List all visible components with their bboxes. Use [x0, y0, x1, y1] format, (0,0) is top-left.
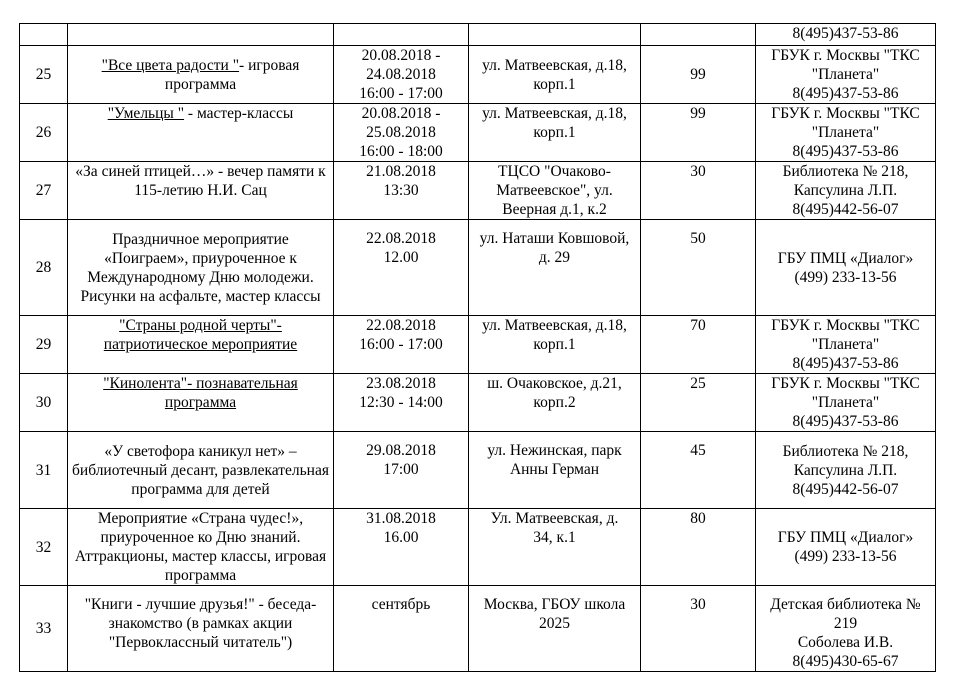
- event-place: [469, 24, 641, 46]
- event-organizer-line: ГБУК г. Москвы "ТКС: [771, 47, 920, 64]
- event-title: [68, 220, 334, 316]
- event-organizer: [756, 162, 936, 220]
- row-number: 30: [20, 374, 68, 432]
- event-organizer-line: Библиотека № 218,: [782, 442, 909, 460]
- event-organizer-line: 8(495)437-53-86: [792, 355, 899, 372]
- event-title: [68, 586, 334, 672]
- event-organizer-line: 8(495)437-53-86: [792, 413, 899, 430]
- event-organizer-line: ГБУК г. Москвы "ТКС: [771, 105, 920, 122]
- event-organizer: [756, 586, 936, 672]
- event-organizer: [756, 509, 936, 586]
- event-title: [68, 509, 334, 586]
- event-organizer-line: 8(495)437-53-86: [792, 85, 899, 102]
- table-row: [20, 104, 936, 162]
- event-date-line: 29.08.2018: [366, 442, 436, 459]
- event-organizer-line: Капсулина Л.П.: [793, 182, 898, 199]
- event-title: [68, 24, 334, 46]
- event-organizer-line: "Планета": [811, 336, 880, 353]
- table-row: [20, 316, 936, 374]
- event-place: [469, 104, 641, 162]
- event-date-line: 31.08.2018: [366, 510, 436, 527]
- event-organizer: [756, 432, 936, 509]
- event-organizer-line: "Планета": [811, 66, 880, 83]
- event-place: [469, 509, 641, 586]
- table-row: [20, 162, 936, 220]
- event-organizer-line: ГБУК г. Москвы "ТКС: [771, 375, 920, 392]
- event-organizer-line: "Планета": [811, 124, 880, 141]
- event-title-text: - мастер-классы: [184, 105, 294, 122]
- event-place: [469, 316, 641, 374]
- event-attendance: 99: [641, 46, 756, 104]
- event-place: [469, 432, 641, 509]
- event-date-line: 12.00: [383, 249, 419, 266]
- event-date-line: 25.08.2018: [366, 124, 436, 141]
- event-place: [469, 162, 641, 220]
- event-organizer-line: Библиотека № 218,: [782, 163, 909, 180]
- event-title-underlined: "Кинолента"- познавательная программа: [103, 375, 298, 411]
- event-place-line: ул. Матвеевская, д.18,: [482, 317, 627, 334]
- event-place-line: Москва, ГБОУ школа: [483, 596, 626, 613]
- event-date-line: 16.00: [383, 529, 419, 546]
- event-date: [334, 586, 469, 672]
- event-organizer-line: (499) 233-13-56: [794, 548, 897, 565]
- event-organizer: [756, 104, 936, 162]
- row-number: 29: [20, 316, 68, 374]
- event-place-line: ул. Матвеевская, д.18,: [482, 105, 627, 122]
- event-place-line: ул. Наташи Ковшовой,: [479, 230, 630, 247]
- event-date-line: 17:00: [383, 461, 419, 478]
- event-place-line: д. 29: [538, 249, 571, 266]
- event-title-text: "Книги - лучшие друзья!" - беседа-знакомство (в рамках акции "Первоклассный читатель"): [84, 596, 317, 651]
- row-number: 25: [20, 46, 68, 104]
- event-date: [334, 104, 469, 162]
- event-organizer-line: 8(495)437-53-86: [792, 25, 899, 42]
- event-place-line: Анны Герман: [509, 461, 600, 478]
- event-place-line: 2025: [539, 615, 570, 632]
- event-title: [68, 104, 334, 162]
- event-date-line: 13:30: [383, 182, 419, 199]
- event-place-line: ш. Очаковское, д.21,: [487, 375, 622, 392]
- table-row: [20, 586, 936, 672]
- event-organizer-line: Детская библиотека №: [770, 596, 921, 613]
- row-number: 33: [20, 586, 68, 672]
- event-title: [68, 374, 334, 432]
- row-number: [20, 24, 68, 46]
- event-place-line: Ул. Матвеевская, д.: [490, 510, 619, 527]
- event-date: [334, 24, 469, 46]
- event-date: [334, 432, 469, 509]
- event-title-text: «У светофора каникул нет» – библиотечный десант, развлекательная программа для детей: [72, 442, 329, 498]
- event-date-line: 16:00 - 17:00: [359, 85, 443, 102]
- event-title-underlined: "Все цвета радости ": [101, 56, 240, 74]
- event-attendance: 25: [641, 374, 756, 432]
- event-title-text: «За синей птицей…» - вечер памяти к 115-летию Н.И. Сац: [75, 163, 326, 199]
- event-organizer-line: ГБУ ПМЦ «Диалог»: [777, 249, 914, 267]
- event-title: [68, 316, 334, 374]
- event-date: [334, 316, 469, 374]
- event-organizer-line: ГБУК г. Москвы "ТКС: [771, 317, 920, 334]
- event-date-line: 16:00 - 18:00: [359, 143, 443, 160]
- event-organizer: [756, 220, 936, 316]
- event-organizer-line: 8(495)437-53-86: [792, 143, 899, 160]
- event-attendance: 99: [641, 104, 756, 162]
- event-title: [68, 162, 334, 220]
- table-row: [20, 509, 936, 586]
- event-place-line: ул. Нежинская, парк: [487, 442, 622, 459]
- event-attendance: 70: [641, 316, 756, 374]
- event-date: [334, 46, 469, 104]
- event-place-line: корп.1: [533, 75, 576, 93]
- event-date-line: 20.08.2018 -: [361, 47, 441, 64]
- event-title-underlined: "Страны родной черты"- патриотическое мероприятие: [103, 317, 298, 353]
- event-organizer-line: 219: [833, 615, 858, 632]
- event-date-line: 23.08.2018: [366, 375, 436, 392]
- event-date: [334, 374, 469, 432]
- event-attendance: [641, 24, 756, 46]
- row-number: 31: [20, 432, 68, 509]
- event-date-line: 20.08.2018 -: [361, 105, 441, 122]
- event-title-text: Праздничное мероприятие «Поиграем», приуроченное к Международному Дню молодежи. Рисунки на асфальте, мастер классы: [80, 230, 321, 305]
- event-title-text: - игровая программа: [164, 56, 300, 93]
- event-place-line: корп.1: [533, 336, 576, 353]
- event-place: [469, 374, 641, 432]
- event-place: [469, 46, 641, 104]
- event-place-line: Веерная д.1, к.2: [502, 201, 607, 218]
- event-attendance: 30: [641, 586, 756, 672]
- event-place: [469, 586, 641, 672]
- event-place-line: корп.2: [533, 394, 576, 411]
- events-table-body: [20, 24, 936, 672]
- event-date-line: 21.08.2018: [366, 163, 436, 180]
- event-title: [68, 432, 334, 509]
- event-place-line: корп.1: [533, 124, 576, 141]
- event-organizer-line: Капсулина Л.П.: [793, 461, 898, 479]
- table-row: [20, 432, 936, 509]
- event-organizer: [756, 316, 936, 374]
- table-row: [20, 24, 936, 46]
- table-row: [20, 46, 936, 104]
- event-organizer-line: 8(495)442-56-07: [792, 480, 899, 498]
- event-organizer-line: "Планета": [811, 394, 880, 411]
- event-organizer: [756, 46, 936, 104]
- event-date-line: 24.08.2018: [366, 66, 436, 83]
- event-place-line: Матвеевское", ул.: [496, 182, 613, 199]
- event-date-line: 16:00 - 17:00: [359, 336, 443, 353]
- event-title-text: Мероприятие «Страна чудес!», приуроченное ко Дню знаний. Аттракционы, мастер классы, игровая программа: [74, 510, 327, 584]
- event-organizer-line: (499) 233-13-56: [794, 268, 897, 286]
- event-attendance: 45: [641, 432, 756, 509]
- event-date: [334, 509, 469, 586]
- row-number: 32: [20, 509, 68, 586]
- event-place-line: ТЦСО "Очаково-: [498, 163, 611, 180]
- event-title: [68, 46, 334, 104]
- table-row: [20, 220, 936, 316]
- event-date-line: сентябрь: [371, 596, 431, 613]
- event-organizer-line: 8(495)442-56-07: [792, 201, 899, 218]
- event-date: [334, 162, 469, 220]
- table-row: [20, 374, 936, 432]
- events-table: [19, 23, 936, 672]
- event-attendance: 30: [641, 162, 756, 220]
- event-date-line: 12:30 - 14:00: [359, 394, 443, 411]
- event-place-line: ул. Матвеевская, д.18,: [482, 56, 627, 74]
- event-date: [334, 220, 469, 316]
- event-organizer-line: Соболева И.В.: [797, 634, 894, 651]
- event-date-line: 22.08.2018: [366, 230, 436, 247]
- row-number: 26: [20, 104, 68, 162]
- event-attendance: 80: [641, 509, 756, 586]
- event-place: [469, 220, 641, 316]
- event-place-line: 34, к.1: [533, 529, 576, 546]
- event-organizer: [756, 24, 936, 46]
- event-date-line: 22.08.2018: [366, 317, 436, 334]
- event-attendance: 50: [641, 220, 756, 316]
- event-organizer-line: 8(495)430-65-67: [792, 653, 899, 670]
- event-organizer-line: ГБУ ПМЦ «Диалог»: [777, 529, 914, 546]
- event-title-underlined: "Умельцы ": [107, 105, 185, 122]
- row-number: 28: [20, 220, 68, 316]
- event-organizer: [756, 374, 936, 432]
- row-number: 27: [20, 162, 68, 220]
